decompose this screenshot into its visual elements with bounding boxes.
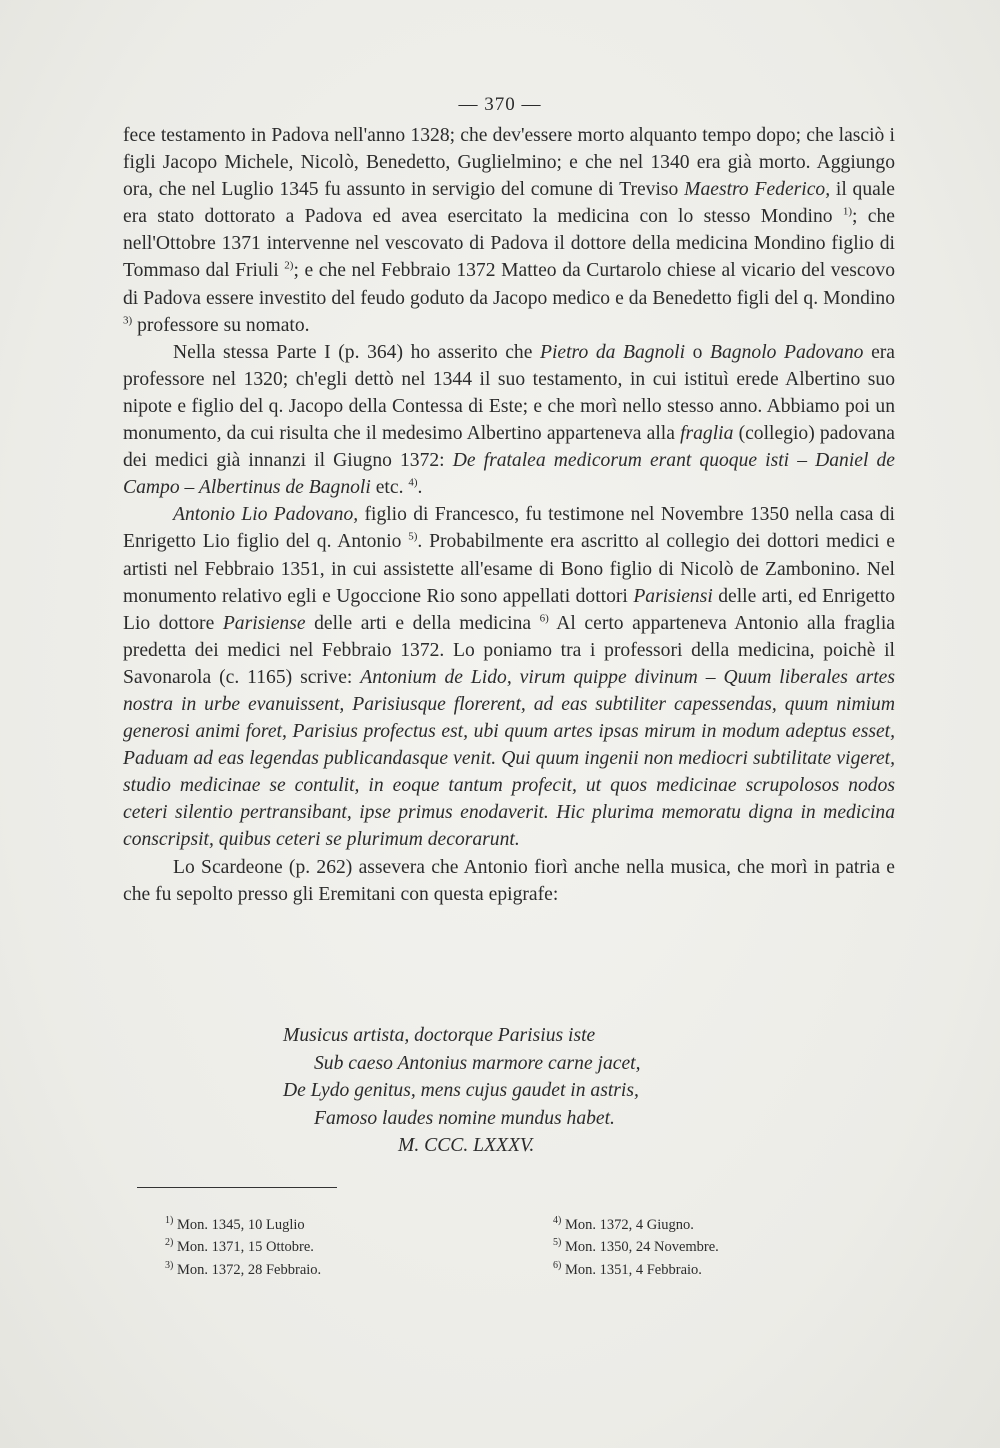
italic-text: Maestro Federico,: [684, 179, 831, 201]
text-run: .: [417, 477, 423, 499]
footnote-reference: 1): [842, 205, 853, 218]
text-run: Al certo apparteneva Antonio alla fraglia predetta dei medici nel Febbraio 1372. Lo poniamo tra i professori della medicina, poichè il Savonarola (c. 1165) scrive:: [123, 612, 895, 688]
footnotes-right: [553, 1212, 719, 1279]
text-run: Lo Scardeone (p. 262) assevera che Antonio fiorì anche nella musica, che morì in patria e che fu sepolto presso gli Eremitani con questa epigrafe:: [123, 856, 895, 905]
verse-line: De Lydo genitus, mens cujus gaudet in astris,: [283, 1080, 639, 1102]
italic-text: Antonio Lio Padovano,: [173, 504, 359, 526]
footnote: $^{1)}$ Mon. 1345, 10 Luglio: [165, 1215, 305, 1233]
text-run: Nella stessa Parte I (p. 364) ho asserito che: [173, 341, 540, 363]
footnote-reference: 6): [539, 612, 549, 625]
footnote: $^{2)}$ Mon. 1371, 15 Ottobre.: [165, 1237, 314, 1256]
italic-text: Pietro da Bagnoli: [540, 341, 686, 363]
verse-line: Famoso laudes nomine mundus habet.: [314, 1107, 615, 1129]
italic-text: fraglia: [680, 423, 734, 445]
text-run: professore su nomato.: [132, 314, 310, 336]
paragraph: [123, 339, 895, 502]
text-run: ; e che nel Febbraio 1372 Matteo da Curtarolo chiese al vicario del vescovo di Padova essere investito del feudo goduto da Jacopo medico e da Benedetto figli del q. Mondino: [123, 260, 895, 309]
footnote: $^{3)}$ Mon. 1372, 28 Febbraio.: [165, 1259, 322, 1278]
italic-text: De fratalea medicorum erant quoque isti – Daniel de Campo – Albertinus de Bagnoli: [123, 450, 895, 499]
verse-line: Musicus artista, doctorque Parisius iste: [283, 1025, 596, 1046]
footnote: $^{6)}$ Mon. 1351, 4 Febbraio.: [553, 1259, 702, 1278]
text-run: fece testamento in Padova nell'anno 1328; che dev'essere morto alquanto tempo dopo; che lasciò i figli Jacopo Michele, Nicolò, Benedetto, Guglielmino; e che nel 1340 era già morto. Aggiungo ora, che nel Luglio 1345 fu assunto in servigio del comune di Treviso: [123, 125, 895, 201]
text-run: (collegio) padovana dei medici già innanzi il Giugno 1372:: [123, 423, 895, 472]
footnote-reference: 2): [284, 259, 294, 272]
text-run: . Probabilmente era ascritto al collegio dei dottori medici e artisti nel Febbraio 1351, in cui assistette all'esame di Bono figlio di Nicolò de Zambonino. Nel monumento relativo egli e Ugoccione Rio sono appellati dottori: [123, 531, 895, 607]
text-run: etc.: [370, 477, 409, 499]
italic-text: Parisiense: [222, 612, 306, 634]
italic-text: Antonium de Lido, virum quippe divinum – Quum liberales artes nostra in urbe evanuissent, Parisiusque florerent, ad eas subtiliter capessendas, quum nimium generosi animi foret, Parisius profectus est, ubi quum artes ipsas mirum in modum adeptus esset, Paduam ad eas legendas publicandasque venit. Qui quum ingenii non mediocri subtilitate vigeret, studio medicinae se contulit, in eoque tantum profecit, ut quos medicinae scrupolosos nodos ceteri silentio pertransibant, ipse primus enodaverit. Hic plurima memoratu digna in medicina conscripsit, quibus ceteri se plurimum decorarunt.: [123, 666, 896, 851]
footnote: $^{5)}$ Mon. 1350, 24 Novembre.: [553, 1237, 719, 1256]
verse-line: Sub caeso Antonius marmore carne jacet,: [314, 1052, 641, 1074]
footnotes-left: [165, 1212, 321, 1279]
italic-text: Bagnolo Padovano: [710, 341, 864, 363]
paragraph: [123, 122, 895, 339]
epigraph-verse: [0, 1022, 1000, 1160]
page-number: — 370 —: [458, 94, 542, 115]
footnote: $^{4)}$ Mon. 1372, 4 Giugno.: [553, 1215, 694, 1233]
text-run: ; che nell'Ottobre 1371 intervenne nel vescovato di Padova il dottore della medicina Mondino figlio di Tommaso dal Friuli: [123, 206, 895, 282]
body-text: [123, 122, 895, 908]
paragraph: [123, 501, 895, 853]
footnote-reference: 4): [408, 476, 418, 489]
verse-line: M. CCC. LXXXV.: [398, 1135, 535, 1157]
footnote-reference: 5): [408, 530, 418, 543]
footnote-rule: [137, 1187, 337, 1188]
italic-text: Parisiensi: [633, 585, 713, 607]
footnote-reference: 3): [123, 314, 133, 327]
paragraph: [123, 854, 895, 908]
text-run: figlio di Francesco, fu testimone nel Novembre 1350 nella casa di Enrigetto Lio figlio del q. Antonio: [123, 504, 895, 553]
text-run: delle arti, ed Enrigetto Lio dottore: [123, 585, 895, 634]
text-run: delle arti e della medicina: [305, 612, 540, 634]
text-run: il quale era stato dottorato a Padova ed avea esercitato la medicina con lo stesso Mondino: [123, 179, 895, 228]
text-run: era professore nel 1320; ch'egli dettò nel 1344 il suo testamento, in cui istituì erede Albertino suo nipote e figlio del q. Jacopo della Contessa di Este; e che morì nello stesso anno. Abbiamo poi un monumento, da cui risulta che il medesimo Albertino apparteneva alla: [123, 341, 895, 445]
text-run: o: [685, 341, 711, 363]
